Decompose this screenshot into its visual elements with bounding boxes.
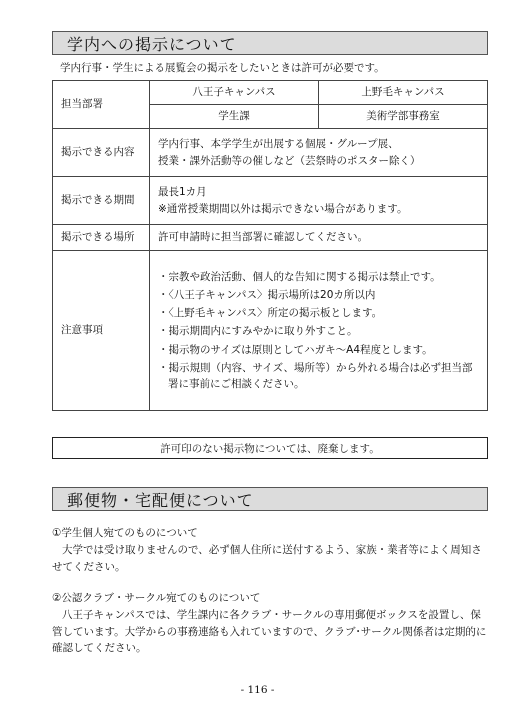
- place-value: 許可申請時に担当部署に確認してください。: [150, 225, 488, 251]
- notes-list: [158, 261, 479, 401]
- table-row: [53, 81, 488, 105]
- content-label: 掲示できる内容: [53, 129, 150, 177]
- personal-mail-text: 大学では受け取りませんので、必ず個人住所に送付するよう、家族・業者等によく周知させてください。: [52, 544, 482, 573]
- table-row: [53, 225, 488, 251]
- dept-label: 担当部署: [53, 81, 150, 129]
- content-value: [150, 129, 488, 177]
- notes-label: 注意事項: [53, 251, 150, 411]
- disposal-warning-box: [52, 437, 488, 459]
- notes-value: [150, 251, 488, 411]
- table-row: [53, 129, 488, 177]
- section-title: 郵便物・宅配便について: [67, 490, 254, 510]
- notice-rules-table: [52, 80, 488, 411]
- section-heading-mail: [52, 487, 488, 511]
- section-title: 学内への掲示について: [67, 34, 237, 54]
- office-kaminoge: 美術学部事務室: [318, 105, 487, 129]
- campus-hachioji: 八王子キャンパス: [150, 81, 319, 105]
- list-item: ・宗教や政治活動、個人的な告知に関する掲示は禁止です。: [158, 270, 441, 283]
- period-value: [150, 177, 488, 225]
- list-item: ・〈上野毛キャンパス〉所定の掲示板とします。: [158, 307, 383, 320]
- campus-kaminoge: 上野毛キャンパス: [318, 81, 487, 105]
- list-item: ・掲示物のサイズは原則としてハガキ～A4程度とします。: [158, 343, 433, 356]
- list-item: ・掲示規則（内容、サイズ、場所等）から外れる場合は必ず担当部署に事前にご相談ください。: [158, 361, 473, 391]
- table-row: [53, 177, 488, 225]
- club-mail-text: 八王子キャンパスでは、学生課内に各クラブ・サークルの専用郵便ボックスを設置し、保管しています。大学からの事務連絡も入れていますので、クラブ･サークル関係者は定期的に確認してください。: [52, 609, 487, 654]
- content-line: 学内行事、本学学生が出展する個展・グループ展、: [158, 138, 399, 151]
- section-heading-notices: [52, 31, 488, 55]
- list-item: ・掲示期間内にすみやかに取り外すこと。: [158, 325, 358, 338]
- club-mail-heading: ②公認クラブ・サークル宛てのものについて: [52, 592, 261, 604]
- content-line: 授業・課外活動等の催しなど（芸祭時のポスター除く）: [158, 154, 421, 167]
- warning-text: 許可印のない掲示物については、廃棄します。: [160, 442, 380, 455]
- intro-text: 学内行事・学生による展覧会の掲示をしたいときは許可が必要です。: [60, 62, 385, 74]
- page-number: - 116 -: [240, 684, 275, 696]
- table-row: [53, 251, 488, 411]
- place-label: 掲示できる場所: [53, 225, 150, 251]
- period-line: ※通常授業期間以外は掲示できない場合があります。: [158, 202, 408, 215]
- office-hachioji: 学生課: [150, 105, 319, 129]
- period-label: 掲示できる期間: [53, 177, 150, 225]
- personal-mail-heading: ①学生個人宛てのものについて: [52, 527, 198, 539]
- list-item: ・〈八王子キャンパス〉掲示場所は20カ所以内: [158, 288, 376, 301]
- period-line: 最長1カ月: [158, 186, 207, 199]
